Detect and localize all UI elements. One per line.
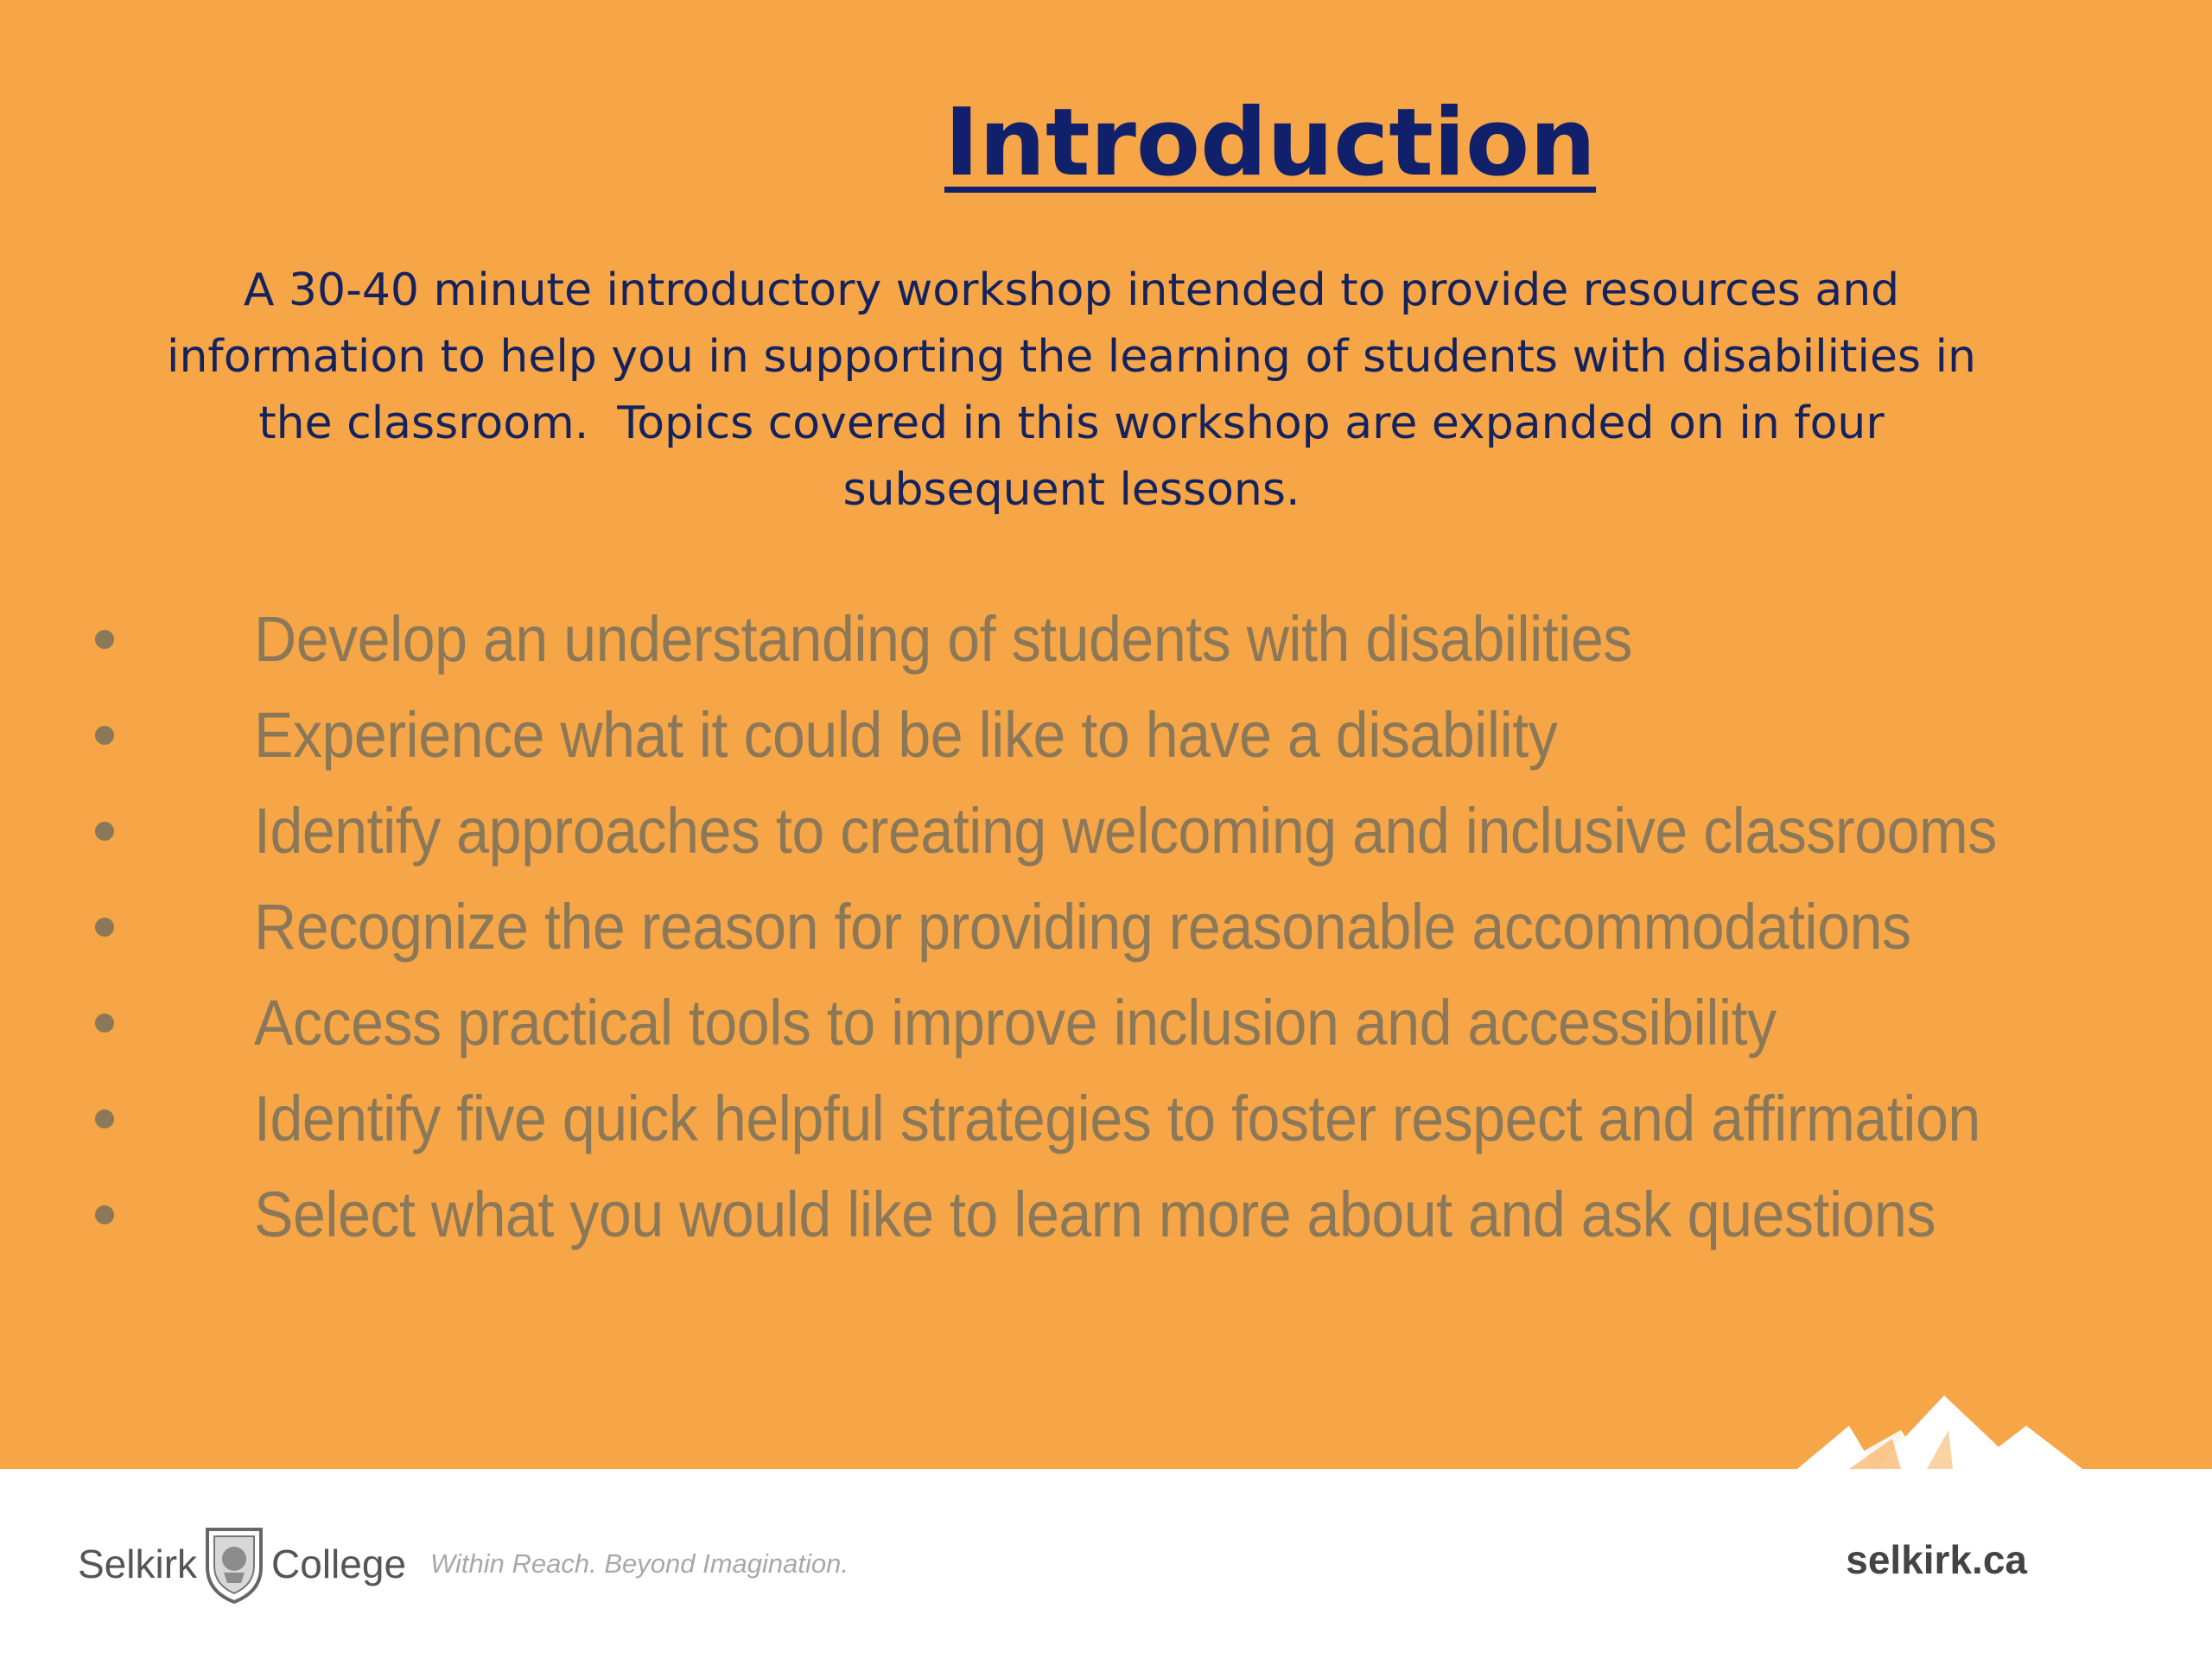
college-crest-icon <box>202 1522 266 1605</box>
bullet-icon <box>95 726 114 745</box>
logo-word-left: Selkirk <box>78 1541 198 1586</box>
logo-word-right: College <box>271 1541 407 1586</box>
objectives-list <box>0 591 2212 1262</box>
mountain-peaks-icon <box>1797 1391 2082 1469</box>
objective-text: Develop an understanding of students with disabilities <box>254 603 1632 675</box>
slide-title-text: Introduction <box>944 89 1597 197</box>
list-item <box>0 783 2212 879</box>
intro-line: A 30-40 minute introductory workshop intended to provide resources and <box>243 264 1900 316</box>
intro-line: subsequent lessons. <box>842 464 1300 516</box>
tagline: Within Reach. Beyond Imagination. <box>430 1548 849 1579</box>
objective-text: Identify five quick helpful strategies to foster respect and affirmation <box>254 1083 1980 1154</box>
bullet-icon <box>95 630 114 649</box>
slide-title <box>0 83 2212 204</box>
bullet-icon <box>95 1205 114 1224</box>
bullet-icon <box>95 1014 114 1033</box>
bullet-icon <box>95 1109 114 1128</box>
intro-line: the classroom. Topics covered in this workshop are expanded on in four <box>258 397 1885 449</box>
footer-bar <box>0 1469 2212 1659</box>
bullet-icon <box>95 822 114 841</box>
college-logo <box>78 1521 849 1607</box>
objective-text: Experience what it could be like to have a disability <box>254 699 1558 771</box>
objective-text: Identify approaches to creating welcoming and inclusive classrooms <box>254 795 1997 867</box>
objective-text: Access practical tools to improve inclusion and accessibility <box>254 987 1777 1058</box>
list-item <box>0 687 2212 783</box>
list-item <box>0 879 2212 975</box>
website-url: selkirk.ca <box>1846 1537 2027 1582</box>
bullet-icon <box>95 918 114 937</box>
intro-line: information to help you in supporting the learning of students with disabilities in <box>167 331 1976 383</box>
list-item <box>0 591 2212 687</box>
list-item <box>0 1166 2212 1262</box>
objective-text: Select what you would like to learn more about and ask questions <box>254 1179 1936 1250</box>
list-item <box>0 1071 2212 1166</box>
list-item <box>0 975 2212 1071</box>
objective-text: Recognize the reason for providing reasonable accommodations <box>254 891 1911 963</box>
intro-paragraph <box>138 257 2005 524</box>
